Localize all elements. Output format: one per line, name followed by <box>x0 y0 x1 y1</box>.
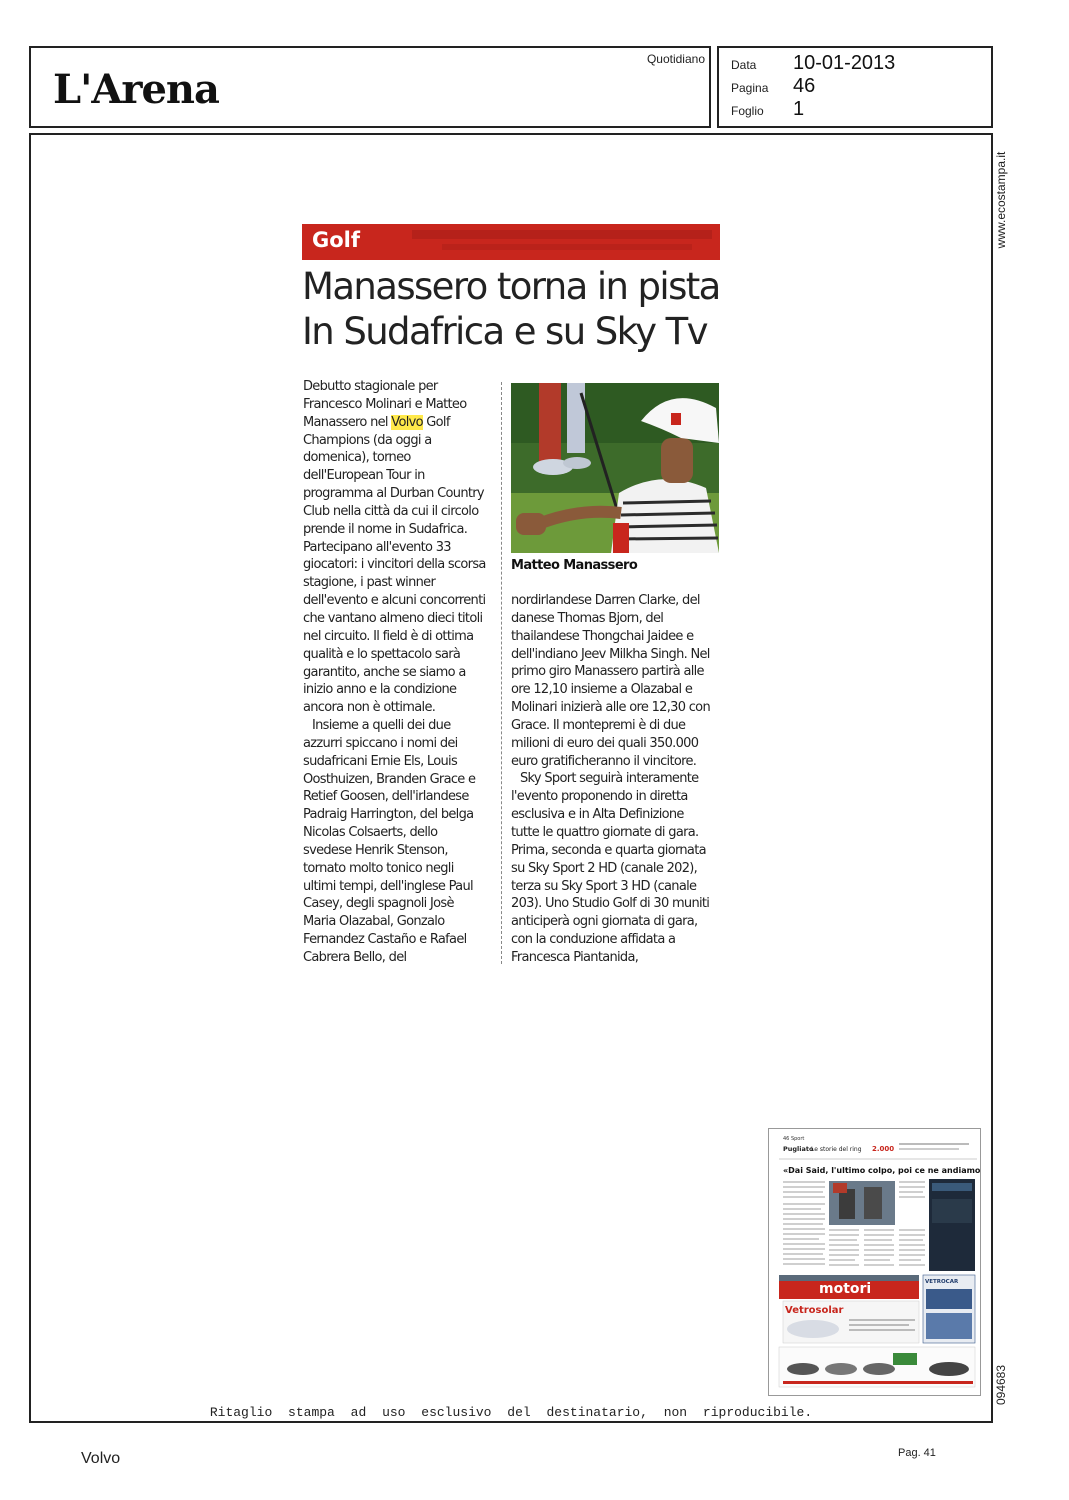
text-line: tutte le quattro giornate di gara. <box>511 824 699 840</box>
text-line: primo giro Manassero partirà alle <box>511 664 704 680</box>
text-line: danese Thomas Bjorn, del <box>511 610 664 626</box>
photo-caption: Matteo Manassero <box>511 558 638 573</box>
text-line: ultimi tempi, dell'inglese Paul <box>303 878 473 894</box>
thumb-headline: «Dai Said, l'ultimo colpo, poi ce ne andiamo» <box>783 1166 980 1175</box>
text-line: esclusiva e in Alta Definizione <box>511 807 684 823</box>
text-line: Prima, seconda e quarta giornata <box>511 842 706 858</box>
thumb-top-number: 2.000 <box>872 1145 895 1153</box>
text-line: Insieme a quelli dei due <box>312 718 451 734</box>
text-line: garantito, anche se siamo a <box>303 664 466 680</box>
text-line: inizio anno e la condizione <box>303 682 457 698</box>
data-value: 10-01-2013 <box>793 52 896 74</box>
text-line: l'evento proponendo in diretta <box>511 789 688 805</box>
text-line: Grace. Il montepremi è di due <box>511 717 686 733</box>
text-line: ancora non è ottimale. <box>303 700 436 716</box>
text-line: Casey, degli spagnoli Josè <box>303 896 454 912</box>
keyword-highlight: Volvo <box>391 414 423 430</box>
article-headline <box>302 264 732 354</box>
newspaper-masthead: L'Arena <box>53 66 219 113</box>
text-line: Nicolas Colsaerts, dello <box>303 825 438 841</box>
thumb-ad-vetrocar: VETROCAR <box>925 1279 959 1285</box>
thumb-ad-motori: motori <box>819 1281 872 1297</box>
text-line: Sky Sport seguirà interamente <box>520 771 699 787</box>
text-line: Fernandez Castaño e Rafael <box>303 932 467 948</box>
pagina-label: Pagina <box>731 81 769 95</box>
pagina-value: 46 <box>793 75 816 97</box>
side-url-text: www.ecostampa.it <box>994 151 1008 249</box>
text-line: Partecipano all'evento 33 <box>303 539 451 555</box>
text-line: qualità e lo spettacolo sarà <box>303 646 461 662</box>
text-line: domenica), torneo <box>303 450 411 466</box>
headline-line-1: Manassero torna in pista <box>302 265 720 308</box>
text-line: Francesca Piantanida, <box>511 949 639 965</box>
side-code <box>993 1360 1009 1410</box>
foglio-value: 1 <box>793 98 805 120</box>
article-column-1 <box>303 378 486 967</box>
text-line: nel circuito. Il field è di ottima <box>303 628 474 644</box>
thumb-top-left: Pugliato <box>783 1145 814 1153</box>
article-column-2 <box>511 592 710 967</box>
text-line: dell'European Tour in <box>303 468 425 484</box>
text-line: ore 12,10 insieme a Olazabal e <box>511 682 693 698</box>
text-line: 203). Uno Studio Golf di 30 muniti <box>511 896 710 912</box>
text-line: che vantano almeno dieci titoli <box>303 610 483 626</box>
section-kicker <box>302 224 720 260</box>
text-line: Francesco Molinari e Matteo <box>303 396 467 412</box>
disclaimer: Ritaglio stampa ad uso esclusivo del destinatario, non riproducibile. <box>209 1405 813 1420</box>
text-line: Cabrera Bello, del <box>303 950 407 965</box>
text-line: programma al Durban Country <box>303 486 484 502</box>
thumb-top-mid: Le storie del ring <box>811 1146 862 1153</box>
text-line: azzurri spiccano i nomi dei <box>303 735 458 751</box>
text-line: anticiperà ogni giornata di gara, <box>511 914 698 930</box>
column-divider <box>501 382 502 964</box>
page-thumbnail-render <box>769 1129 980 1395</box>
text-line: euro gratificheranno il vincitore. <box>511 753 697 769</box>
text-line: Retief Goosen, dell'irlandese <box>303 789 469 805</box>
text-line: thailandese Thongchai Jaidee e <box>511 628 694 644</box>
footer-keyword: Volvo <box>81 1450 121 1467</box>
side-code-text: 094683 <box>994 1364 1008 1406</box>
text-line: Maria Olazabal, Gonzalo <box>303 914 445 930</box>
text-line: Club nella città da cui il circolo <box>303 503 479 519</box>
text-line: Molinari inizierà alle ore 12,30 con <box>511 700 710 716</box>
text-line: Oosthuizen, Branden Grace e <box>303 771 476 787</box>
text-line: nordirlandese Darren Clarke, del <box>511 593 700 608</box>
foglio-label: Foglio <box>731 104 764 118</box>
text-line: su Sky Sport 2 HD (canale 202), <box>511 860 698 876</box>
text-line: terza su Sky Sport 3 HD (canale <box>511 878 697 894</box>
text-line: Debutto stagionale per <box>303 379 438 394</box>
text-line: Champions (da oggi a <box>303 432 432 448</box>
text-line: con la conduzione affidata a <box>511 932 676 948</box>
issue-meta-box <box>717 46 993 128</box>
thumb-section: 46 Sport <box>783 1136 805 1142</box>
text-line: stagione, i past winner <box>303 575 436 591</box>
kicker-bleed-texture <box>302 224 720 260</box>
text-line: giocatori: i vincitori della scorsa <box>303 557 486 573</box>
headline-line-2: In Sudafrica e su Sky Tv <box>302 310 707 353</box>
text-line: prende il nome in Sudafrica. <box>303 521 468 537</box>
text-line: svedese Henrik Stenson, <box>303 842 448 858</box>
player-photo <box>511 383 719 553</box>
text-line: Padraig Harrington, del belga <box>303 807 474 823</box>
thumb-ad-vetrosolar: Vetrosolar <box>785 1305 844 1316</box>
text-line: sudafricani Ernie Els, Louis <box>303 753 458 769</box>
periodicity-label: Quotidiano <box>646 52 705 66</box>
kicker-label: Golf <box>312 228 360 252</box>
footer-page-number: Pag. 41 <box>898 1447 936 1459</box>
text-line: milioni di euro dei quali 350.000 <box>511 735 699 751</box>
text-line: tornato molto tonico negli <box>303 860 454 876</box>
side-url <box>993 145 1009 255</box>
text-line: dell'indiano Jeev Milkha Singh. Nel <box>511 646 710 662</box>
data-label: Data <box>731 58 757 72</box>
masthead-box <box>29 46 711 128</box>
text-line-keyword: Manassero nel Volvo Golf <box>303 414 450 430</box>
page-thumbnail <box>768 1128 981 1396</box>
text-line: dell'evento e alcuni concorrenti <box>303 593 486 609</box>
